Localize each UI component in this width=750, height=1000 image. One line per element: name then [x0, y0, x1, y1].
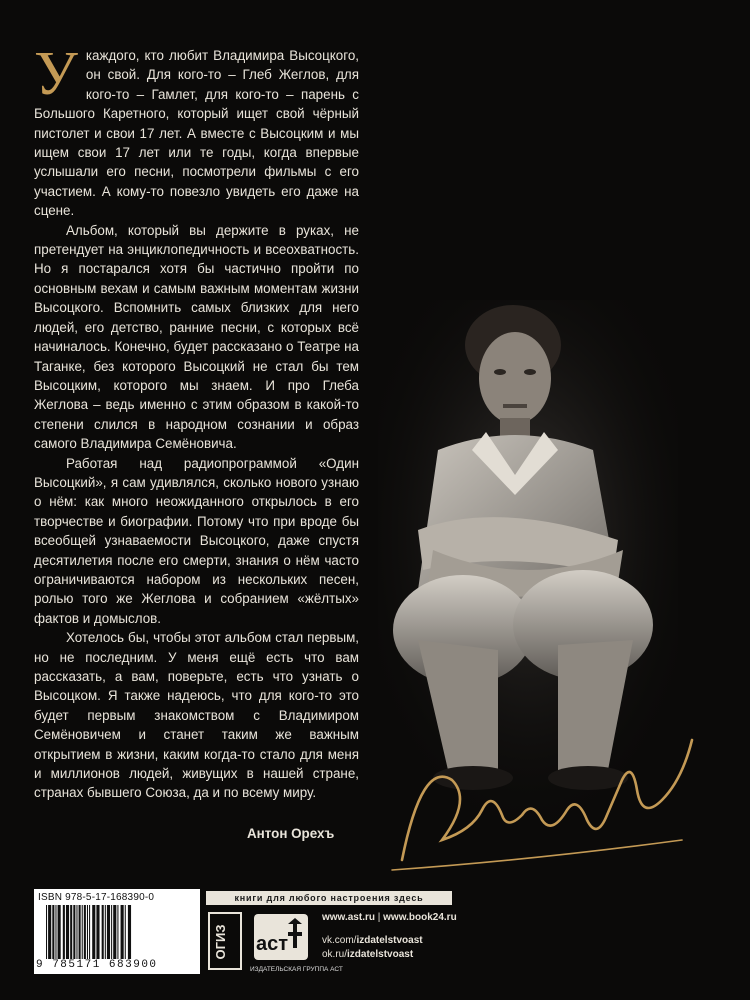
barcode-bar: [79, 905, 81, 959]
barcode-bar: [84, 905, 86, 959]
ogiz-logo: [208, 912, 242, 974]
vk-link[interactable]: vk.com/izdatelstvoast: [322, 934, 423, 946]
barcode-bar: [89, 905, 90, 959]
ok-link[interactable]: ok.ru/izdatelstvoast: [322, 949, 414, 960]
barcode-digits: 9 785171 683900: [36, 959, 158, 971]
barcode-bar: [105, 905, 106, 959]
website-ast[interactable]: www.ast.ru: [322, 912, 375, 923]
barcode-bar: [58, 905, 61, 959]
barcode-bar: [46, 905, 47, 959]
barcode-bar: [66, 905, 69, 959]
barcode-bar: [107, 905, 110, 959]
barcode-bar: [52, 905, 54, 959]
publisher-slogan: книги для любого настроения здесь: [206, 891, 452, 905]
paragraph-4: Хотелось бы, чтобы этот альбом стал первым, но не последним. У меня ещё есть что вам рассказать, а вам, поверьте, есть что узнать о Высоцком. Я также надеюсь, что для кого-то это будет первым знакомством с Владимиром Семёновичем и станет таким же важным открытием в жизни, каким когда-то стало для меня и миллионов людей, живущих в нашей стране, странах бывшего Союза, да и по всему миру.: [34, 630, 359, 801]
barcode-bars: [44, 905, 196, 959]
ast-logo-text: аст: [255, 933, 289, 955]
ogiz-logo-text: ОГИЗ: [213, 924, 228, 960]
barcode-bar: [48, 905, 51, 959]
handwritten-signature: [382, 720, 702, 880]
drop-cap: У: [34, 40, 78, 108]
text-column: [34, 40, 359, 803]
isbn-label: ISBN 978-5-17-168390-0: [38, 892, 155, 903]
barcode-bar: [73, 905, 75, 959]
barcode-bar: [82, 905, 83, 959]
barcode-bar: [70, 905, 72, 959]
barcode-bar: [55, 905, 56, 959]
barcode: [34, 889, 200, 974]
barcode-bar: [128, 905, 131, 959]
barcode-bar: [102, 905, 104, 959]
paragraph-1-text: каждого, кто любит Владимира Высоцкого, он свой. Для кого-то – Глеб Жеглов, для кого-то – Гамлет, для кого-то – парень с Большого Каретного, который ищет свой чёрный пистолет и свои 17 лет. А вместе с Высоцким и мы ищем свои 17 лет или те годы, когда впервые услышали его песни, посмотрели фильмы с его участием. А кому-то повезло увидеть его даже на сцене.: [34, 48, 359, 219]
barcode-bar: [111, 905, 112, 959]
paragraph-1: [34, 40, 359, 221]
barcode-bar: [117, 905, 118, 959]
barcode-bar: [125, 905, 126, 959]
barcode-bar: [113, 905, 116, 959]
author-name: Антон Орехъ: [247, 826, 335, 841]
barcode-bar: [76, 905, 77, 959]
publisher-links: www.ast.ru | www.book24.ru vk.com/izdatelstvoast ok.ru/izdatelstvoast: [322, 912, 457, 960]
barcode-bar: [92, 905, 95, 959]
paragraph-3: Работая над радиопрограммой «Один Высоцкий», я сам удивлялся, сколько нового узнаю о нём: как много неожиданного открылось в его творчестве и биографии. Потому что при вроде бы всеобщей узнаваемости Высоцкого, даже спустя десятилетия после его смерти, знания о нём часто ограничиваются набором из нескольких песен, ролью того же Жеглова и собранием «жёлтых» фактов и домыслов.: [34, 455, 359, 626]
publisher-group-label: ИЗДАТЕЛЬСКАЯ ГРУППА АСТ: [250, 966, 343, 973]
ast-logo: [252, 912, 310, 974]
website-book24[interactable]: www.book24.ru: [383, 912, 457, 923]
paragraph-2: Альбом, который вы держите в руках, не претендует на энциклопедичность и всеохватность. Но я постарался хотя бы частично пройти по основным вехам и самым важным моментам жизни Высоцкого. Вспомнить самых близких для него людей, его детство, ранние песни, с которых всё начиналось. Конечно, будет рассказано о Театре на Таганке, без которого Высоцкий не стал бы тем Высоцким, которого мы знаем. И про Глеба Жеглова – ведь именно с этим образом в какой-то степени слился в народном сознании и образ самого Владимира Семёновича.: [34, 222, 359, 452]
barcode-bar: [63, 905, 65, 959]
barcode-bar: [87, 905, 88, 959]
barcode-bar: [96, 905, 99, 959]
barcode-bar: [121, 905, 124, 959]
